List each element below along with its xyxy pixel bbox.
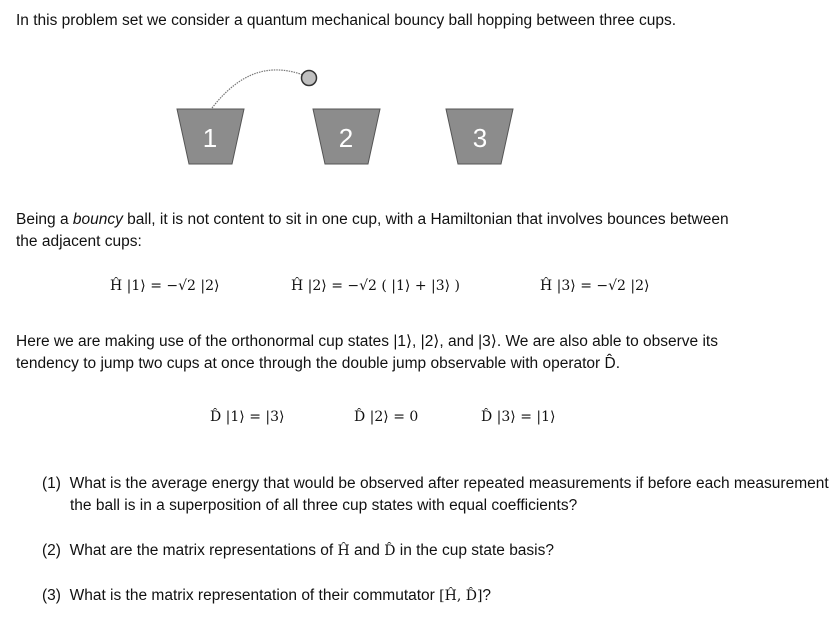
bouncy-paragraph xyxy=(16,209,736,253)
question-1 xyxy=(42,473,829,517)
intro-text: In this problem set we consider a quantum mechanical bouncy ball hopping between three cups. xyxy=(16,12,677,29)
para2-after: ball, it is not content to sit in one cup, with a Hamiltonian that involves bounces between the adjacent cups: xyxy=(16,211,729,250)
question-2-text-pre: What are the matrix representations of xyxy=(69,542,338,559)
para2-before: Being a xyxy=(16,211,73,228)
question-3-number: (3) xyxy=(42,587,61,604)
question-1-text: What is the average energy that would be observed after repeated measurements if before each measurement the ball is in a superposition of all three cup states with equal coefficients? xyxy=(69,475,829,514)
question-1-number: (1) xyxy=(42,475,61,492)
question-2-text-mid: and xyxy=(349,542,385,559)
cup-3 xyxy=(446,109,513,164)
question-3 xyxy=(42,585,829,607)
hamiltonian-eq-2: Ĥ |2⟩ = −√2 ( |1⟩ + |3⟩ ) xyxy=(291,278,461,294)
double-jump-eq-3: D̂ |3⟩ = |1⟩ xyxy=(481,409,556,425)
question-2-number: (2) xyxy=(42,542,61,559)
question-2 xyxy=(42,540,829,562)
cup-2 xyxy=(313,109,380,164)
question-3-text-pre: What is the matrix representation of their commutator xyxy=(69,587,440,604)
cup-label-2: 2 xyxy=(338,123,354,153)
bounce-arc xyxy=(212,70,306,108)
question-2-math-h: Ĥ xyxy=(337,543,350,559)
hamiltonian-eq-1: Ĥ |1⟩ = −√2 |2⟩ xyxy=(110,278,220,294)
question-2-math-d: D̂ xyxy=(384,543,396,559)
hamiltonian-eq-3: Ĥ |3⟩ = −√2 |2⟩ xyxy=(540,278,650,294)
question-3-text-post: ? xyxy=(482,587,492,604)
para2-emphasis: bouncy xyxy=(72,211,123,228)
orthonormal-paragraph: Here we are making use of the orthonormal cup states |1⟩, |2⟩, and |3⟩. We are also able to observe its tendency to jump two cups at once through the double jump observable with operator D̂. xyxy=(16,333,718,372)
question-2-text-post: in the cup state basis? xyxy=(395,542,554,559)
cups-figure xyxy=(0,0,829,200)
question-3-math-commutator: [Ĥ, D̂] xyxy=(439,588,483,604)
double-jump-eq-1: D̂ |1⟩ = |3⟩ xyxy=(210,409,285,425)
ball xyxy=(302,71,317,86)
cup-1 xyxy=(177,109,244,164)
cup-label-1: 1 xyxy=(202,123,218,153)
double-jump-eq-2: D̂ |2⟩ = 0 xyxy=(354,409,419,425)
cup-label-3: 3 xyxy=(472,123,488,153)
